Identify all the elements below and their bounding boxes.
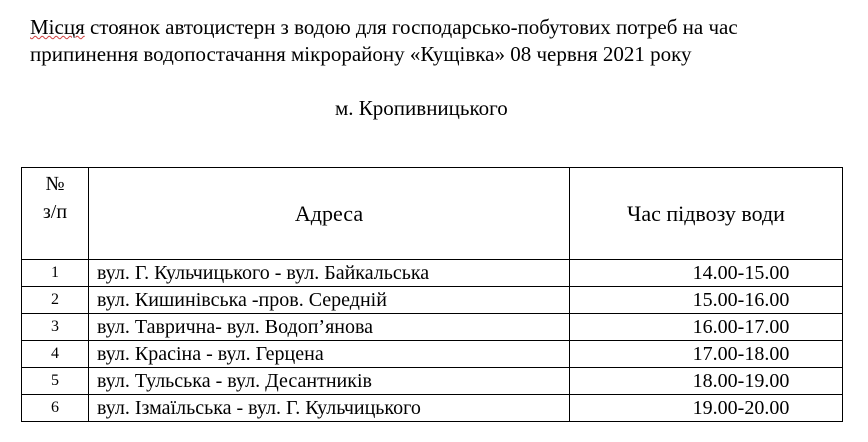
row-time: 18.00-19.00 [570,368,843,395]
row-address: вул. Красіна - вул. Герцена [89,341,570,368]
row-number: 4 [22,341,89,368]
water-truck-schedule-table [21,167,843,422]
table-row [22,314,843,341]
table-row [22,395,843,422]
row-number: 1 [22,260,89,287]
row-number: 2 [22,287,89,314]
document-title [30,14,850,68]
row-address: вул. Г. Кульчицького - вул. Байкальська [89,260,570,287]
title-line-2: припинення водопостачання мікрорайону «Кущівка» 08 червня 2021 року [30,42,692,66]
header-address: Адреса [89,168,570,260]
title-first-word: Місця [30,15,85,39]
row-time: 16.00-17.00 [570,314,843,341]
row-address: вул. Ізмаїльська - вул. Г. Кульчицького [89,395,570,422]
table-row [22,287,843,314]
city-name: м. Кропивницького [335,96,508,120]
row-time: 15.00-16.00 [570,287,843,314]
header-number [22,168,89,260]
title-line-1 [30,14,850,41]
row-number: 3 [22,314,89,341]
header-number-abbr: з/п [42,201,68,223]
table-row [22,260,843,287]
header-number-symbol: № [45,173,65,195]
row-number: 5 [22,368,89,395]
table-row [22,341,843,368]
row-address: вул. Кишинівська -пров. Середній [89,287,570,314]
table-header-row [22,168,843,260]
title-line-1-rest: стоянок автоцистерн з водою для господарсько-побутових потреб на час [84,15,738,39]
row-time: 19.00-20.00 [570,395,843,422]
row-time: 14.00-15.00 [570,260,843,287]
row-address: вул. Тульська - вул. Десантників [89,368,570,395]
row-time: 17.00-18.00 [570,341,843,368]
table-row [22,368,843,395]
header-time: Час підвозу води [570,168,843,260]
row-number: 6 [22,395,89,422]
row-address: вул. Таврична- вул. Водоп’янова [89,314,570,341]
